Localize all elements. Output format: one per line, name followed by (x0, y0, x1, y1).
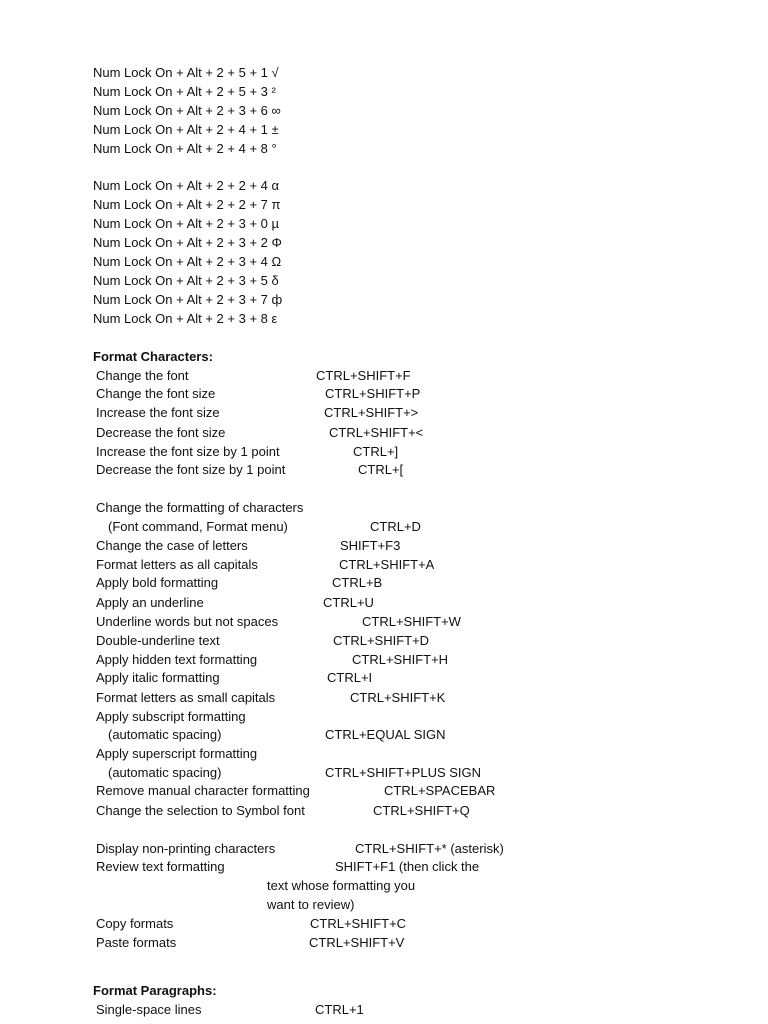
shortcut-action: (automatic spacing) (108, 727, 222, 742)
shortcut-action: Underline words but not spaces (96, 614, 279, 629)
shortcut-action: Increase the font size (96, 405, 220, 420)
shortcut-keys: SHIFT+F1 (then click the (335, 859, 480, 874)
alt-code-line: Num Lock On + Alt + 2 + 2 + 7 π (93, 197, 281, 212)
section-heading-format-paragraphs: Format Paragraphs: (93, 983, 217, 998)
shortcut-action: Paste formats (96, 935, 177, 950)
shortcut-keys: CTRL+I (327, 670, 373, 685)
shortcut-action: Apply an underline (96, 595, 204, 610)
shortcut-action: Apply italic formatting (96, 670, 220, 685)
shortcut-action: Single-space lines (96, 1002, 202, 1017)
shortcut-action: Format letters as small capitals (96, 690, 276, 705)
shortcut-keys: CTRL+[ (358, 462, 404, 477)
shortcut-keys: CTRL+EQUAL SIGN (325, 727, 446, 742)
alt-code-line: Num Lock On + Alt + 2 + 3 + 5 δ (93, 273, 279, 288)
shortcut-keys: CTRL+SHIFT+V (309, 935, 405, 950)
alt-code-line: Num Lock On + Alt + 2 + 3 + 6 ∞ (93, 103, 281, 118)
shortcut-action: Double-underline text (96, 633, 220, 648)
alt-code-line: Num Lock On + Alt + 2 + 3 + 8 ε (93, 311, 278, 326)
shortcut-action: (automatic spacing) (108, 765, 222, 780)
shortcut-action: Change the formatting of characters (96, 500, 304, 515)
shortcut-action: Apply hidden text formatting (96, 652, 258, 667)
shortcut-keys: CTRL+U (323, 595, 374, 610)
shortcut-keys: CTRL+SHIFT+D (333, 633, 430, 648)
shortcut-action: Copy formats (96, 916, 174, 931)
alt-code-line: Num Lock On + Alt + 2 + 3 + 0 µ (93, 216, 279, 231)
shortcut-keys: CTRL+SHIFT+C (310, 916, 407, 931)
shortcut-keys: CTRL+D (370, 519, 421, 534)
shortcut-keys: CTRL+1 (315, 1002, 364, 1017)
shortcut-keys: CTRL+SHIFT+PLUS SIGN (325, 765, 482, 780)
alt-code-line: Num Lock On + Alt + 2 + 2 + 4 α (93, 178, 280, 193)
alt-code-line: Num Lock On + Alt + 2 + 3 + 4 Ω (93, 254, 282, 269)
shortcut-keys: CTRL+SHIFT+< (329, 425, 424, 440)
shortcut-keys: CTRL+SHIFT+Q (373, 803, 470, 818)
shortcut-action: Display non-printing characters (96, 841, 276, 856)
shortcut-action: Change the font (96, 368, 189, 383)
shortcut-action: Apply superscript formatting (96, 746, 258, 761)
shortcut-action: Remove manual character formatting (96, 783, 310, 798)
shortcut-action: Change the selection to Symbol font (96, 803, 305, 818)
shortcut-keys: CTRL+SHIFT+W (362, 614, 461, 629)
shortcut-action: Decrease the font size (96, 425, 226, 440)
shortcut-keys: CTRL+SHIFT+F (316, 368, 411, 383)
shortcut-keys: CTRL+] (353, 444, 399, 459)
shortcut-action: Increase the font size by 1 point (96, 444, 280, 459)
shortcut-action: Decrease the font size by 1 point (96, 462, 286, 477)
shortcut-keys: CTRL+SHIFT+P (325, 386, 421, 401)
alt-code-line: Num Lock On + Alt + 2 + 3 + 7 ф (93, 292, 283, 307)
shortcut-keys: CTRL+SHIFT+A (339, 557, 435, 572)
alt-code-line: Num Lock On + Alt + 2 + 4 + 8 ° (93, 141, 277, 156)
shortcut-action: Apply subscript formatting (96, 709, 246, 724)
shortcut-keys: want to review) (267, 897, 355, 912)
alt-code-line: Num Lock On + Alt + 2 + 5 + 1 √ (93, 65, 279, 80)
shortcut-action: Change the case of letters (96, 538, 248, 553)
shortcut-keys: CTRL+SPACEBAR (384, 783, 496, 798)
shortcut-action: Apply bold formatting (96, 575, 219, 590)
alt-code-line: Num Lock On + Alt + 2 + 4 + 1 ± (93, 122, 279, 137)
shortcut-keys: SHIFT+F3 (340, 538, 401, 553)
shortcut-keys: CTRL+SHIFT+* (asterisk) (355, 841, 504, 856)
shortcut-action: Format letters as all capitals (96, 557, 258, 572)
alt-code-line: Num Lock On + Alt + 2 + 3 + 2 Φ (93, 235, 282, 250)
shortcut-keys: text whose formatting you (267, 878, 416, 893)
shortcut-action: Change the font size (96, 386, 216, 401)
section-heading-format-characters: Format Characters: (93, 349, 213, 364)
shortcut-keys: CTRL+SHIFT+> (324, 405, 419, 420)
shortcut-keys: CTRL+SHIFT+H (352, 652, 449, 667)
shortcut-keys: CTRL+B (332, 575, 383, 590)
alt-code-line: Num Lock On + Alt + 2 + 5 + 3 ² (93, 84, 276, 99)
shortcut-action: (Font command, Format menu) (108, 519, 288, 534)
shortcut-action: Review text formatting (96, 859, 225, 874)
shortcut-keys: CTRL+SHIFT+K (350, 690, 446, 705)
